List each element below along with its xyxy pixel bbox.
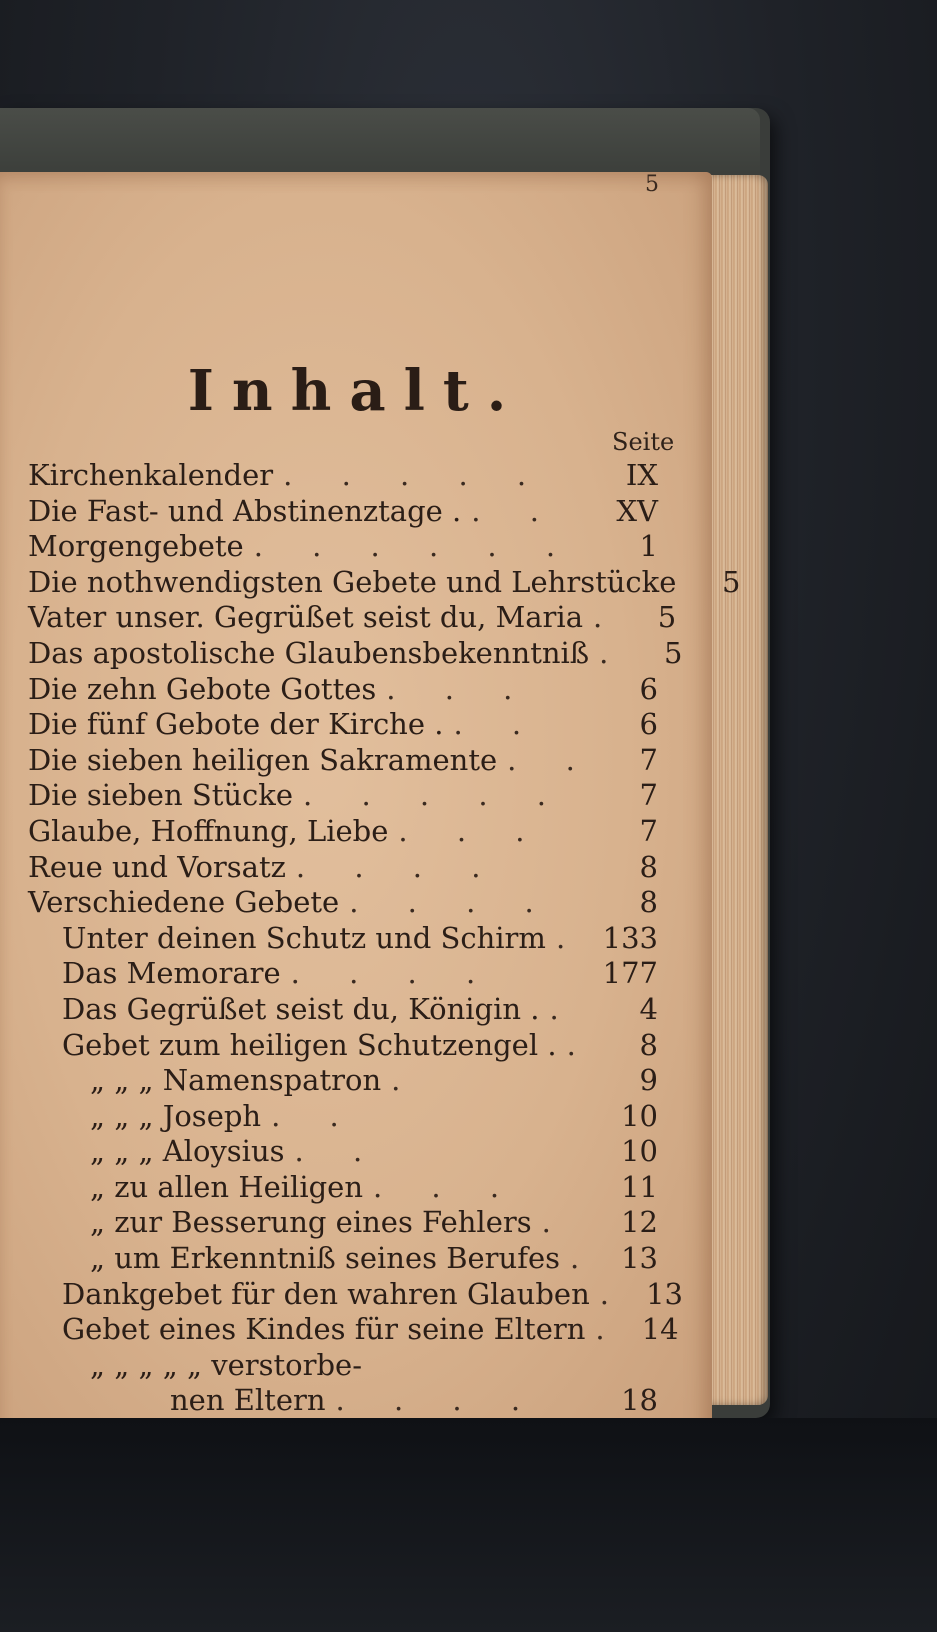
toc-entry-leader-dots: . . [294,1134,383,1169]
toc-entry-label: Glaube, Hoffnung, Liebe [28,813,389,848]
toc-entry-page-number: 12 [621,1205,658,1240]
toc-entry-leader-dots: . . . [398,813,545,848]
toc-entry-leader-dots: . [566,1027,596,1062]
toc-entry-leader-dots: . [592,600,623,635]
toc-entry-page-number: 7 [639,813,658,848]
toc-entry-leader-dots: . . . [386,671,533,706]
toc-entry-leader-dots: . . [471,493,559,528]
toc-entry [28,529,688,565]
toc-entry-page-number: 9 [639,1063,658,1098]
toc-entry-page-number: 6 [639,671,658,706]
page-title: Inhalt. [187,358,525,424]
toc-entry [28,956,688,992]
toc-entry-page-number: 5 [721,564,741,599]
page-column-header: Seite [612,428,675,456]
toc-entry-page-number: 8 [639,849,658,884]
toc-entry-label: Unter deinen Schutz und Schirm [62,920,546,955]
toc-entry [28,636,688,672]
toc-entry-label: Vater unser. Gegrüßet seist du, Maria [28,600,583,635]
toc-entry-leader-dots: . [599,1276,629,1311]
toc-entry-label: Gebet zum heiligen Schutzengel . [62,1027,557,1062]
toc-entry-label: Die sieben Stücke [28,778,294,813]
toc-entry-label: Verschiedene Gebete [28,885,340,920]
toc-entry-page-number: 1 [639,529,658,564]
toc-entry-page-number: 13 [621,1241,658,1276]
toc-entry [28,1205,688,1241]
toc-entry [28,494,688,530]
toc-entry-label: Morgengebete [28,529,244,564]
toc-entry-label: Dankgebet für den wahren Glauben [62,1276,590,1311]
toc-entry [28,1277,688,1313]
toc-entry [28,1028,688,1064]
toc-entry-label: Die Fast- und Abstinenztage . [28,493,462,528]
toc-entry-leader-dots: . [391,1063,421,1098]
toc-entry-leader-dots: . . . [373,1169,520,1204]
toc-entry-label: Die sieben heiligen Sakramente [28,742,498,777]
dark-background [0,1418,937,1632]
toc-entry-leader-dots: . . . . [335,1383,541,1418]
toc-entry-leader-dots: . . [507,742,595,777]
toc-entry-label: „ „ „ Aloysius [90,1134,285,1169]
toc-entry-leader-dots: . . . . [349,885,554,920]
toc-entry [28,885,688,921]
toc-entry-label: Die nothwendigsten Gebete und Lehrstücke [28,564,677,599]
toc-entry-label: Gebet eines Kindes für seine Eltern [62,1312,586,1347]
toc-entry-label: Die zehn Gebote Gottes [28,671,377,706]
toc-entry-page-number: 13 [646,1276,683,1311]
toc-entry [28,743,688,779]
toc-entry-label: Kirchenkalender [28,458,274,492]
table-of-contents [28,458,741,1455]
toc-entry [28,921,688,957]
toc-entry-page-number: XV [616,493,658,528]
toc-entry-page-number: 6 [639,707,658,742]
toc-entry-leader-dots: . . [453,707,542,742]
toc-entry-label: Die fünf Gebote der Kirche . [28,707,444,742]
toc-entry-page-number: 18 [621,1383,658,1418]
toc-entry [28,1134,688,1170]
toc-entry-label: „ „ „ Namenspatron [90,1063,382,1098]
page-number: 5 [645,172,659,197]
toc-entry-label: „ zu allen Heiligen [90,1169,363,1204]
toc-entry-page-number: 10 [621,1134,658,1169]
toc-entry [28,778,688,814]
toc-entry-label: Das Gegrüßet seist du, Königin . [62,991,540,1026]
toc-entry-page-number: 5 [657,600,677,635]
toc-entry-label: Reue und Vorsatz [28,849,286,884]
toc-entry [28,1312,688,1348]
toc-entry [28,600,688,636]
toc-entry-page-number: 4 [639,991,658,1026]
toc-entry [28,814,688,850]
toc-entry-page-number: 8 [639,1027,658,1062]
toc-entry-label: nen Eltern [170,1383,326,1418]
toc-entry-label: „ um Erkenntniß seines Berufes [90,1241,561,1276]
toc-entry-page-number: IX [625,458,658,492]
toc-entry-label: Das Memorare [62,956,281,991]
toc-entry-page-number: 7 [639,778,658,813]
toc-entry-page-number: 11 [621,1169,658,1204]
toc-entry [28,992,688,1028]
toc-entry-leader-dots: . . . . [295,849,501,884]
toc-entry [28,1099,688,1135]
toc-entry-page-number: 14 [641,1312,679,1347]
toc-entry [28,1170,688,1206]
toc-entry-page-number: 8 [639,885,658,920]
toc-entry-leader-dots: . [570,1241,600,1276]
toc-entry-leader-dots: . [599,635,629,670]
toc-entry [28,672,688,708]
toc-entry-page-number: 7 [639,742,658,777]
toc-entry-leader-dots: . [549,991,579,1026]
toc-entry-leader-dots: . . . . [290,956,496,991]
toc-entry-page-number: 177 [602,956,658,991]
toc-entry-leader-dots: . . [271,1098,359,1133]
toc-entry-leader-dots: . . . . . . [253,529,576,564]
toc-entry [28,1383,688,1419]
toc-entry [28,1063,688,1099]
toc-entry [28,1241,688,1277]
book-cover-top-edge [0,108,760,178]
toc-entry [28,1348,688,1384]
toc-entry [28,850,688,886]
toc-entry [28,707,688,743]
toc-entry-page-number: 133 [602,920,658,955]
toc-entry-leader-dots: . [595,1312,625,1347]
toc-entry-label: Das apostolische Glaubensbekenntniß [28,635,590,670]
toc-entry-page-number: 10 [621,1098,658,1133]
toc-entry-leader-dots: . . . . . [283,458,547,492]
toc-entry-leader-dots: . . . . . [303,778,566,813]
toc-entry-label: „ zur Besserung eines Fehlers [90,1205,532,1240]
toc-entry [28,458,688,494]
toc-entry-leader-dots: . [541,1205,571,1240]
toc-entry [28,564,741,601]
toc-entry-leader-dots: . [555,920,586,955]
toc-entry-page-number: 5 [663,635,683,670]
toc-entry-label: „ „ „ Joseph [90,1098,262,1133]
toc-entry-label: „ „ „ „ „ verstorbe- [90,1347,363,1382]
